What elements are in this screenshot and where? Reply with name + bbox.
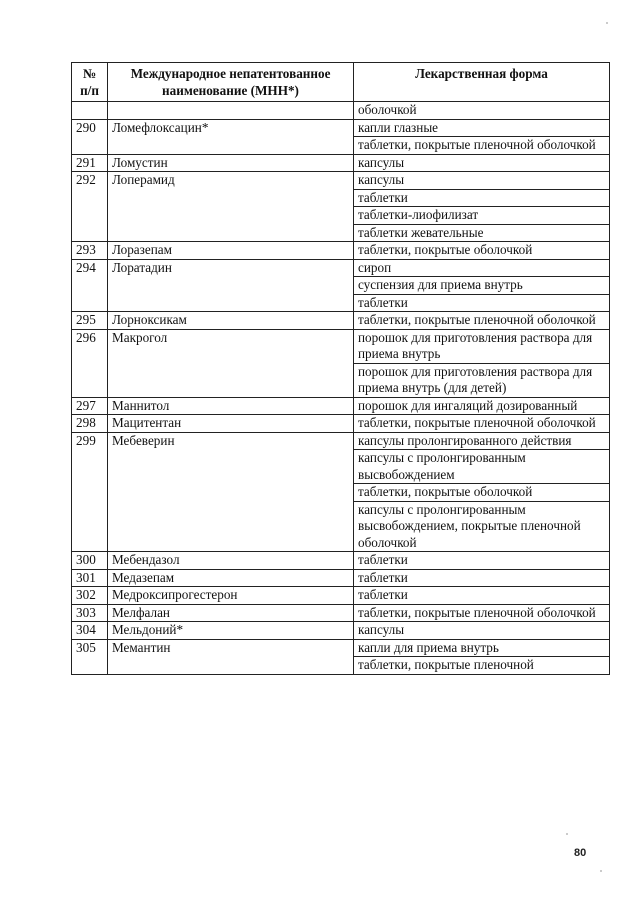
table-row [72, 587, 610, 605]
page-number: 80 [574, 847, 587, 859]
row-number-cell: 296 [72, 329, 108, 397]
table-row [72, 639, 610, 657]
table-row [72, 242, 610, 260]
dosage-form-cell: сироп [354, 259, 610, 277]
drug-name-cell: Медроксипрогестерон [108, 587, 354, 605]
dosage-form-cell: таблетки [354, 189, 610, 207]
drug-name-cell: Ломефлоксацин* [108, 119, 354, 154]
table-row [72, 329, 610, 363]
row-number-cell: 298 [72, 415, 108, 433]
drug-name-cell: Мелфалан [108, 604, 354, 622]
table-body [72, 102, 610, 675]
row-number-cell: 300 [72, 552, 108, 570]
dosage-form-cell: таблетки, покрытые оболочкой [354, 242, 610, 260]
dosage-form-cell: таблетки [354, 569, 610, 587]
row-number-cell: 305 [72, 639, 108, 674]
drug-name-cell: Мебендазол [108, 552, 354, 570]
dosage-form-cell: порошок для приготовления раствора для приема внутрь (для детей) [354, 363, 610, 397]
drug-name-cell: Маннитол [108, 397, 354, 415]
table-row [72, 154, 610, 172]
dosage-form-cell: таблетки [354, 294, 610, 312]
dosage-form-cell: таблетки, покрытые пленочной оболочкой [354, 312, 610, 330]
dosage-form-cell: капсулы [354, 154, 610, 172]
row-number-cell: 291 [72, 154, 108, 172]
row-number-cell: 299 [72, 432, 108, 552]
row-number-cell: 293 [72, 242, 108, 260]
table-row [72, 552, 610, 570]
continuation-row [72, 102, 610, 120]
drug-table [71, 62, 610, 675]
drug-name-cell: Ломустин [108, 154, 354, 172]
drug-name-cell: Лоперамид [108, 172, 354, 242]
row-number-cell: 290 [72, 119, 108, 154]
scan-speck [600, 870, 602, 872]
drug-name-cell: Мебеверин [108, 432, 354, 552]
dosage-form-cell: таблетки, покрытые пленочной оболочкой [354, 137, 610, 155]
scan-speck [606, 22, 608, 24]
header-form-text: Лекарственная форма [415, 66, 548, 81]
dosage-form-cell: капли для приема внутрь [354, 639, 610, 657]
dosage-form-cell: таблетки, покрытые оболочкой [354, 484, 610, 502]
header-name-text: Международное непатентованное наименование (МНН*) [130, 66, 331, 98]
continuation-name-cell [108, 102, 354, 120]
dosage-form-cell: капсулы [354, 172, 610, 190]
dosage-form-cell: порошок для приготовления раствора для приема внутрь [354, 329, 610, 363]
table-row [72, 569, 610, 587]
row-number-cell: 301 [72, 569, 108, 587]
table-row [72, 119, 610, 137]
dosage-form-cell: таблетки, покрытые пленочной [354, 657, 610, 675]
row-number-cell: 292 [72, 172, 108, 242]
row-number-cell: 297 [72, 397, 108, 415]
dosage-form-cell: таблетки, покрытые пленочной оболочкой [354, 415, 610, 433]
row-number-cell: 303 [72, 604, 108, 622]
drug-name-cell: Мемантин [108, 639, 354, 674]
dosage-form-cell: капсулы пролонгированного действия [354, 432, 610, 450]
table-header-row [72, 63, 610, 102]
table-row [72, 259, 610, 277]
table-row [72, 622, 610, 640]
row-number-cell: 294 [72, 259, 108, 312]
drug-name-cell: Макрогол [108, 329, 354, 397]
drug-name-cell: Мацитентан [108, 415, 354, 433]
dosage-form-cell: таблетки [354, 587, 610, 605]
header-form [354, 63, 610, 102]
dosage-form-cell: таблетки-лиофилизат [354, 207, 610, 225]
table-row [72, 415, 610, 433]
table-row [72, 432, 610, 450]
continuation-num-cell [72, 102, 108, 120]
continuation-form-cell: оболочкой [354, 102, 610, 120]
drug-name-cell: Медазепам [108, 569, 354, 587]
drug-name-cell: Мельдоний* [108, 622, 354, 640]
table-row [72, 312, 610, 330]
dosage-form-cell: таблетки [354, 552, 610, 570]
table-row [72, 604, 610, 622]
drug-name-cell: Лоразепам [108, 242, 354, 260]
dosage-form-cell: капсулы [354, 622, 610, 640]
dosage-form-cell: суспензия для приема внутрь [354, 277, 610, 295]
dosage-form-cell: порошок для ингаляций дозированный [354, 397, 610, 415]
drug-name-cell: Лорноксикам [108, 312, 354, 330]
table-row [72, 397, 610, 415]
row-number-cell: 304 [72, 622, 108, 640]
header-num [72, 63, 108, 102]
dosage-form-cell: таблетки, покрытые пленочной оболочкой [354, 604, 610, 622]
row-number-cell: 295 [72, 312, 108, 330]
scan-speck [566, 833, 568, 835]
dosage-form-cell: капсулы с пролонгированным высвобождением, покрытые пленочной оболочкой [354, 501, 610, 552]
header-num-text: № п/п [80, 66, 99, 98]
dosage-form-cell: капсулы с пролонгированным высвобождением [354, 450, 610, 484]
header-name [108, 63, 354, 102]
row-number-cell: 302 [72, 587, 108, 605]
table-row [72, 172, 610, 190]
dosage-form-cell: таблетки жевательные [354, 224, 610, 242]
drug-name-cell: Лоратадин [108, 259, 354, 312]
dosage-form-cell: капли глазные [354, 119, 610, 137]
